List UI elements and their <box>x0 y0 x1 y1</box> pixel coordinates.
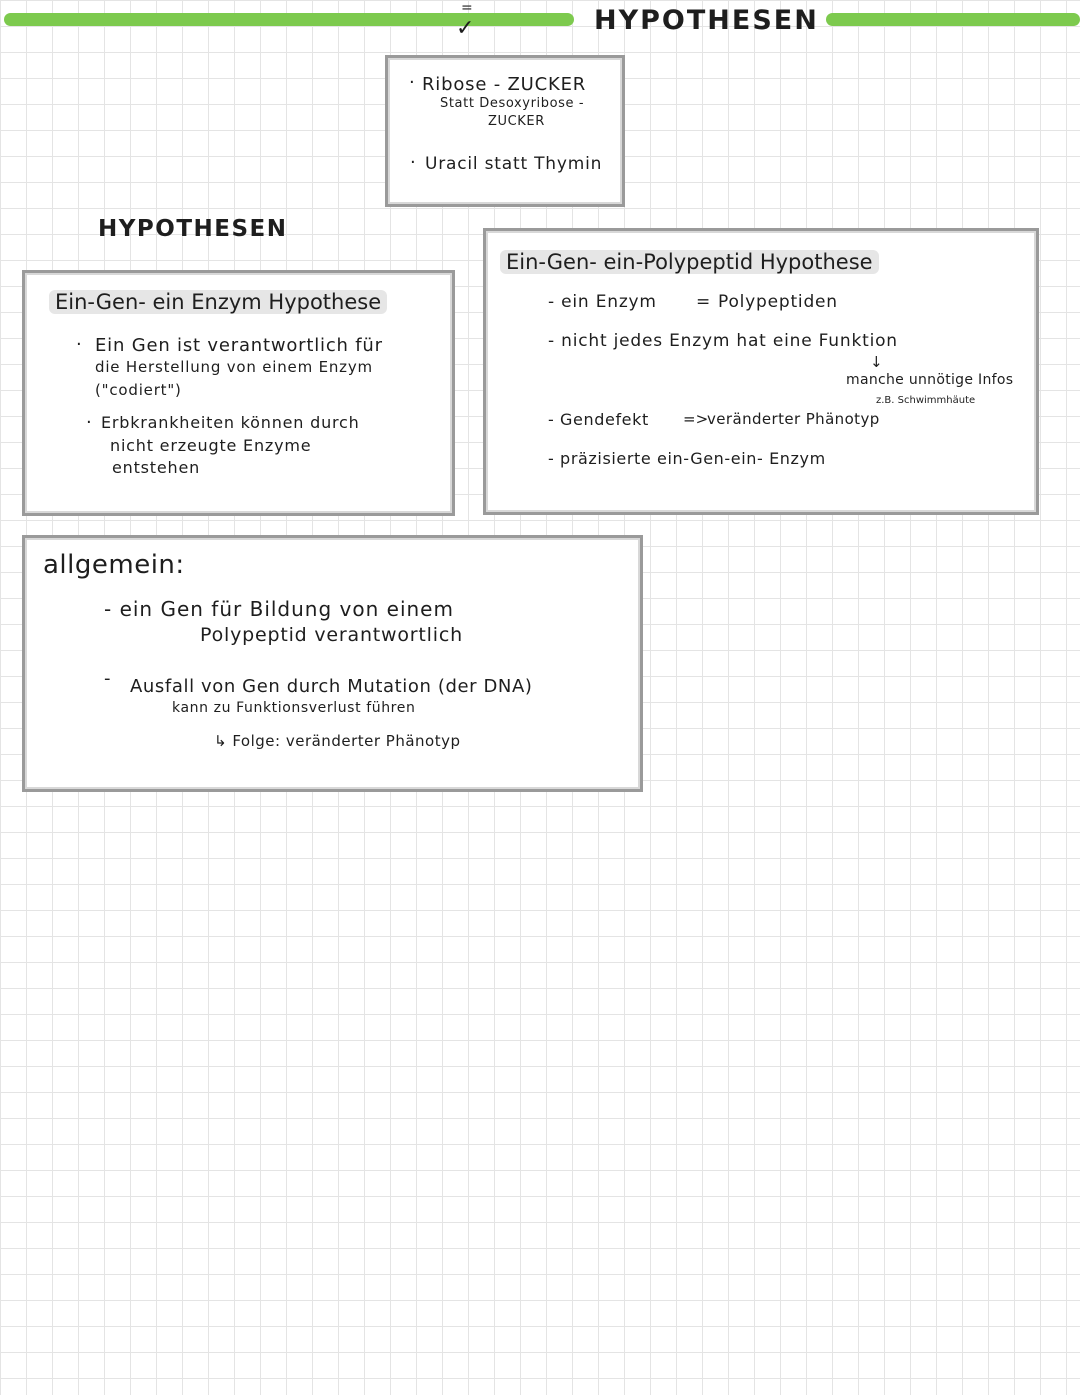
polypeptid-l3-left: - Gendefekt <box>548 410 649 429</box>
polypeptid-l4: - präzisierte ein-Gen-ein- Enzym <box>548 449 826 468</box>
polypeptid-l1-right: Polypeptiden <box>718 292 838 312</box>
polypeptid-note1: manche unnötige Infos <box>846 372 1014 388</box>
polypeptid-l1-eq: = <box>696 292 712 312</box>
enzyme-p2-line3: entstehen <box>112 458 201 477</box>
header-bar-left <box>4 13 574 26</box>
enzyme-p1-line1: Ein Gen ist verantwortlich für <box>95 335 383 356</box>
polypeptid-l3-arrow: => <box>683 410 709 428</box>
bullet-dot: · <box>86 412 92 433</box>
enzyme-hypothesis-title-text: Ein-Gen- ein Enzym Hypothese <box>49 290 387 314</box>
polypeptid-l3-right: veränderter Phänotyp <box>707 410 880 428</box>
enzyme-p1-line2: die Herstellung von einem Enzym <box>95 358 373 376</box>
section-title: HYPOTHESEN <box>98 216 288 242</box>
bullet-dot: · <box>409 72 415 93</box>
enzyme-p2-line2: nicht erzeugte Enzyme <box>110 436 312 455</box>
enzyme-p1-line3: ("codiert") <box>95 381 182 399</box>
down-arrow-icon: ↓ <box>870 353 883 371</box>
header-bar-right <box>826 13 1080 26</box>
enzyme-hypothesis-title <box>49 290 387 314</box>
polypeptid-l1-left: - ein Enzym <box>548 292 657 312</box>
polypeptid-l2: - nicht jedes Enzym hat eine Funktion <box>548 331 898 351</box>
general-b1-line2: Polypeptid verantwortlich <box>200 624 463 646</box>
polypeptid-hypothesis-title <box>500 250 879 274</box>
general-label: allgemein: <box>43 550 185 580</box>
polypeptid-hypothesis-title-text: Ein-Gen- ein-Polypeptid Hypothese <box>500 250 879 274</box>
polypeptid-note2: z.B. Schwimmhäute <box>876 395 976 406</box>
rna-item1-line2: Statt Desoxyribose - <box>440 96 585 111</box>
bullet-dot: · <box>410 152 416 173</box>
general-b2-line3: ↳ Folge: veränderter Phänotyp <box>214 732 461 750</box>
general-b1-line1: - ein Gen für Bildung von einem <box>104 597 454 621</box>
check-mark: ✓ <box>456 16 475 41</box>
header-title: HYPOTHESEN <box>594 5 819 36</box>
general-dash: - <box>104 668 111 689</box>
rna-item1-line1: Ribose - ZUCKER <box>422 74 587 95</box>
bullet-dot: · <box>76 334 82 355</box>
enzyme-p2-line1: Erbkrankheiten können durch <box>101 413 360 432</box>
equals-mark: = <box>461 0 473 16</box>
rna-item2: Uracil statt Thymin <box>425 154 603 174</box>
rna-item1-line3: ZUCKER <box>488 114 545 129</box>
general-b2-line1: Ausfall von Gen durch Mutation (der DNA) <box>130 676 533 697</box>
general-b2-line2: kann zu Funktionsverlust führen <box>172 700 416 716</box>
